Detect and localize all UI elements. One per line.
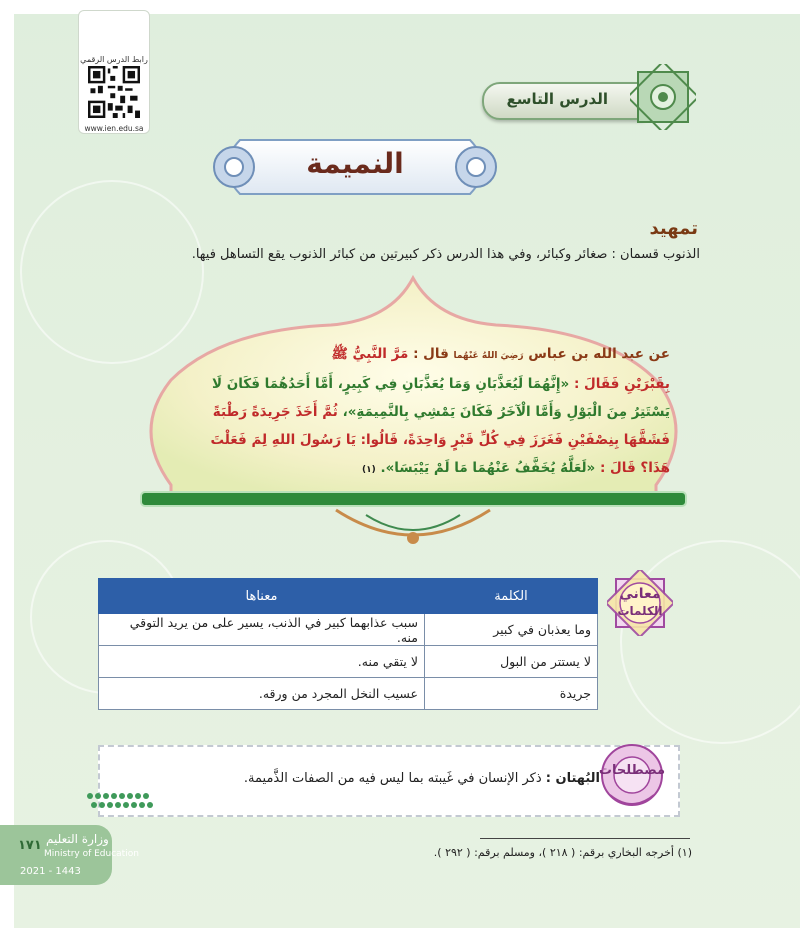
hadith-line4-a: فَشَقَّهَا بِنِصْفَيْنِ فَغَرَزَ فِي كُلِّ قَبْرٍ وَاحِدَةً، xyxy=(402,432,670,448)
page-trim-bottom xyxy=(0,928,800,943)
hadith-line xyxy=(170,340,670,370)
table-header-row xyxy=(99,579,598,614)
edition-year: 2021 - 1443 xyxy=(20,866,81,877)
badge-ornament-icon xyxy=(607,570,673,636)
table-row xyxy=(99,614,598,646)
hadith-line2-a: بِقَبْرَيْنِ فَقَالَ : xyxy=(573,376,670,392)
lesson-title: النميمة xyxy=(306,147,404,180)
hadith-honorific: رَضِيَ اللهُ عَنْهُما xyxy=(453,351,524,361)
term-definition xyxy=(160,771,600,786)
term-meaning: ذكر الإنسان في غَيبته بما ليس فيه من الصفات الذَّميمة. xyxy=(243,771,542,786)
hadith-line5-a: هَذَا؟ قَالَ : xyxy=(599,460,670,476)
hadith-line xyxy=(170,454,670,484)
hadith-text xyxy=(170,340,670,484)
hadith-line3-b: ثُمَّ أَخَذَ جَرِيدَةً رَطْبَةً xyxy=(212,404,338,420)
column-header-word: الكلمة xyxy=(425,579,598,614)
footnote: (١) أخرجه البخاري برقم: ( ٢١٨ )، ومسلم برقم: ( ٢٩٢ ). xyxy=(433,846,692,859)
islamic-ornament-icon xyxy=(630,64,696,130)
hadith-line2-b: «إِنَّهُمَا لَيُعَذَّبَانِ وَمَا يُعَذَّبَانِ فِي كَبِيرٍ، أَمَّا أَحَدُهُمَا فَكَانَ لَا xyxy=(211,376,570,392)
ministry-name-ar: وزارة التعليم xyxy=(46,832,109,846)
table-row xyxy=(99,646,598,678)
qr-code-icon[interactable] xyxy=(88,66,140,118)
meaning-cell: سبب عذابهما كبير في الذنب، يسير على من يريد التوقي منه. xyxy=(99,614,425,646)
word-meanings-table xyxy=(98,578,598,710)
intro-text: الذنوب قسمان : صغائر وكبائر، وفي هذا الدرس ذكر كبيرتين من كبائر الذنوب يقع التساهل فيها. xyxy=(191,247,700,262)
word-cell: وما يعذبان في كبير xyxy=(425,614,598,646)
lesson-number-label: الدرس التاسع xyxy=(506,90,608,108)
hadith-qaal: قال : xyxy=(413,346,449,362)
ministry-name-en: Ministry of Education xyxy=(44,849,139,859)
page-trim-left xyxy=(0,0,14,943)
word-meanings-badge xyxy=(607,570,673,636)
word-cell: لا يستتر من البول xyxy=(425,646,598,678)
hadith-line4-b: قَالُوا: يَا رَسُولَ اللهِ لِمَ فَعَلْتَ xyxy=(210,432,399,448)
qr-label: رابط الدرس الرقمي xyxy=(80,55,148,64)
term-word: البُهتان : xyxy=(545,771,600,786)
hadith-line xyxy=(170,398,670,426)
hadith-footnote-ref: (١) xyxy=(362,465,376,475)
hadith-line3: يَسْتَتِرُ مِنَ الْبَوْلِ وَأَمَّا الْآخَرُ فَكَانَ يَمْشِي بِالنَّمِيمَةِ»، xyxy=(342,404,670,420)
footnote-divider xyxy=(480,838,690,839)
hadith-prophet-passed: مَرَّ النَّبِيُّ ﷺ xyxy=(331,346,409,362)
meaning-cell: لا يتقي منه. xyxy=(99,646,425,678)
hadith-narrator: عن عبد الله بن عباس xyxy=(528,346,670,362)
column-header-meaning: معناها xyxy=(99,579,425,614)
badge-line2: الكلمات xyxy=(617,604,663,618)
intro-heading: تمهيد xyxy=(649,218,698,239)
table-row xyxy=(99,678,598,710)
word-cell: جريدة xyxy=(425,678,598,710)
lesson-number-tag xyxy=(482,82,646,120)
page-number: ١٧١ xyxy=(18,838,42,853)
hadith-line5-b: «لَعَلَّهُ يُخَفَّفُ عَنْهُمَا مَا لَمْ يَيْبَسَا». xyxy=(380,460,596,476)
hadith-line xyxy=(170,426,670,454)
badge-line1: معاني xyxy=(619,586,661,602)
hadith-line xyxy=(170,370,670,398)
terms-badge-label: مصطلحات xyxy=(598,763,666,778)
meaning-cell: عسيب النخل المجرد من ورقه. xyxy=(99,678,425,710)
ministry-logo-dots xyxy=(84,790,184,820)
qr-url[interactable]: www.ien.edu.sa xyxy=(84,124,144,133)
digital-lesson-qr[interactable] xyxy=(78,10,150,134)
terms-badge xyxy=(596,735,668,815)
